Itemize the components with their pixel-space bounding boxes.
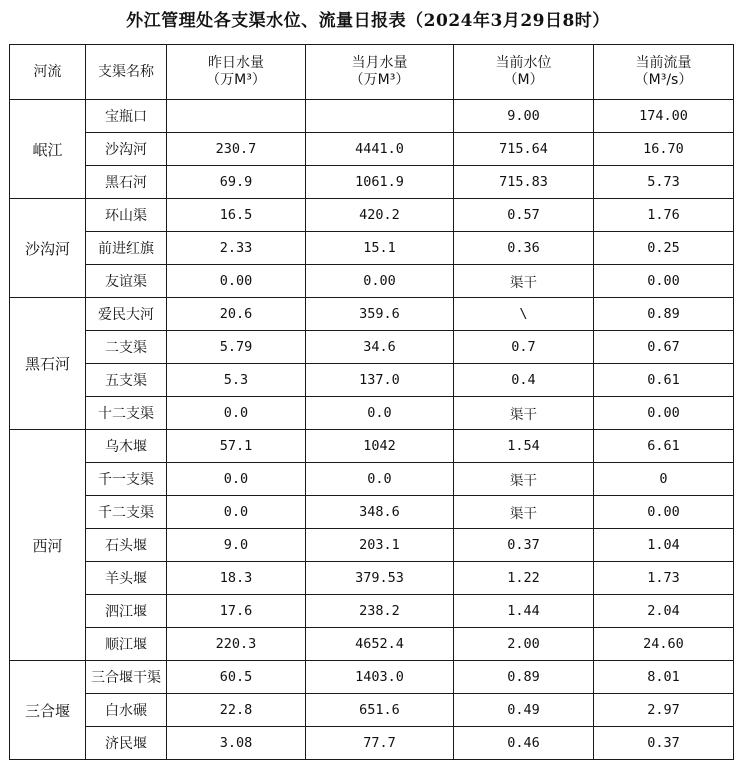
yesterday-cell: 0.0 — [167, 463, 306, 496]
flow-cell: 0.89 — [594, 298, 734, 331]
yesterday-cell: 69.9 — [167, 166, 306, 199]
table-row — [10, 232, 734, 265]
month-cell: 137.0 — [306, 364, 454, 397]
table-row — [10, 694, 734, 727]
header-flow — [594, 45, 734, 100]
yesterday-cell: 5.79 — [167, 331, 306, 364]
yesterday-cell: 0.00 — [167, 265, 306, 298]
level-cell: 渠干 — [454, 397, 594, 430]
name-cell: 羊头堰 — [86, 562, 167, 595]
name-cell: 前进红旗 — [86, 232, 167, 265]
month-cell — [306, 100, 454, 133]
river-cell: 三合堰 — [10, 661, 86, 760]
header-yesterday-label: 昨日水量 — [208, 55, 264, 71]
table-row — [10, 430, 734, 463]
yesterday-cell — [167, 100, 306, 133]
table-row — [10, 331, 734, 364]
flow-cell: 0.00 — [594, 265, 734, 298]
header-month — [306, 45, 454, 100]
name-cell: 二支渠 — [86, 331, 167, 364]
header-row — [10, 45, 734, 100]
name-cell: 友谊渠 — [86, 265, 167, 298]
level-cell: 0.46 — [454, 727, 594, 760]
month-cell: 1403.0 — [306, 661, 454, 694]
yesterday-cell: 17.6 — [167, 595, 306, 628]
month-cell: 1061.9 — [306, 166, 454, 199]
header-yesterday-unit: （万M³） — [206, 72, 266, 88]
table-row — [10, 496, 734, 529]
name-cell: 爱民大河 — [86, 298, 167, 331]
river-cell: 岷江 — [10, 100, 86, 199]
flow-cell: 5.73 — [594, 166, 734, 199]
report-table — [9, 44, 734, 760]
table-row — [10, 298, 734, 331]
level-cell: 1.44 — [454, 595, 594, 628]
header-level — [454, 45, 594, 100]
river-cell: 西河 — [10, 430, 86, 661]
name-cell: 十二支渠 — [86, 397, 167, 430]
flow-cell: 0.00 — [594, 397, 734, 430]
month-cell: 15.1 — [306, 232, 454, 265]
table-row — [10, 562, 734, 595]
river-cell: 沙沟河 — [10, 199, 86, 298]
yesterday-cell: 0.0 — [167, 496, 306, 529]
level-cell: 0.49 — [454, 694, 594, 727]
level-cell: 0.37 — [454, 529, 594, 562]
name-cell: 泗江堰 — [86, 595, 167, 628]
month-cell: 0.00 — [306, 265, 454, 298]
yesterday-cell: 16.5 — [167, 199, 306, 232]
month-cell: 379.53 — [306, 562, 454, 595]
header-month-label: 当月水量 — [351, 55, 408, 71]
flow-cell: 174.00 — [594, 100, 734, 133]
name-cell: 济民堰 — [86, 727, 167, 760]
yesterday-cell: 220.3 — [167, 628, 306, 661]
level-cell: 0.36 — [454, 232, 594, 265]
month-cell: 203.1 — [306, 529, 454, 562]
name-cell: 千二支渠 — [86, 496, 167, 529]
name-cell: 黑石河 — [86, 166, 167, 199]
level-cell: 0.57 — [454, 199, 594, 232]
flow-cell: 0.61 — [594, 364, 734, 397]
level-cell: 0.7 — [454, 331, 594, 364]
table-row — [10, 661, 734, 694]
table-row — [10, 595, 734, 628]
name-cell: 沙沟河 — [86, 133, 167, 166]
header-month-unit: （万M³） — [349, 72, 410, 88]
name-cell: 五支渠 — [86, 364, 167, 397]
table-row — [10, 265, 734, 298]
flow-cell: 1.04 — [594, 529, 734, 562]
table-row — [10, 199, 734, 232]
name-cell: 白水碾 — [86, 694, 167, 727]
month-cell: 651.6 — [306, 694, 454, 727]
flow-cell: 0.37 — [594, 727, 734, 760]
flow-cell: 6.61 — [594, 430, 734, 463]
flow-cell: 0.00 — [594, 496, 734, 529]
month-cell: 34.6 — [306, 331, 454, 364]
header-level-label: 当前水位 — [495, 55, 552, 71]
flow-cell: 0 — [594, 463, 734, 496]
level-cell: 1.54 — [454, 430, 594, 463]
table-row — [10, 133, 734, 166]
flow-cell: 2.97 — [594, 694, 734, 727]
header-name: 支渠名称 — [86, 45, 167, 100]
month-cell: 1042 — [306, 430, 454, 463]
month-cell: 4441.0 — [306, 133, 454, 166]
yesterday-cell: 2.33 — [167, 232, 306, 265]
level-cell: 2.00 — [454, 628, 594, 661]
flow-cell: 16.70 — [594, 133, 734, 166]
level-cell: \ — [454, 298, 594, 331]
table-row — [10, 463, 734, 496]
level-cell: 9.00 — [454, 100, 594, 133]
level-cell: 715.83 — [454, 166, 594, 199]
month-cell: 238.2 — [306, 595, 454, 628]
flow-cell: 1.73 — [594, 562, 734, 595]
month-cell: 77.7 — [306, 727, 454, 760]
yesterday-cell: 3.08 — [167, 727, 306, 760]
header-flow-unit: （M³/s） — [634, 72, 693, 88]
yesterday-cell: 230.7 — [167, 133, 306, 166]
name-cell: 宝瓶口 — [86, 100, 167, 133]
name-cell: 三合堰干渠 — [86, 661, 167, 694]
month-cell: 0.0 — [306, 397, 454, 430]
table-row — [10, 628, 734, 661]
name-cell: 千一支渠 — [86, 463, 167, 496]
name-cell: 乌木堰 — [86, 430, 167, 463]
river-cell: 黑石河 — [10, 298, 86, 430]
month-cell: 348.6 — [306, 496, 454, 529]
table-row — [10, 100, 734, 133]
header-level-unit: （M） — [503, 72, 544, 88]
table-row — [10, 364, 734, 397]
header-flow-label: 当前流量 — [635, 55, 692, 71]
month-cell: 4652.4 — [306, 628, 454, 661]
yesterday-cell: 22.8 — [167, 694, 306, 727]
level-cell: 渠干 — [454, 496, 594, 529]
name-cell: 顺江堰 — [86, 628, 167, 661]
report-title: 外江管理处各支渠水位、流量日报表（2024年3月29日8时） — [126, 11, 610, 31]
month-cell: 420.2 — [306, 199, 454, 232]
name-cell: 环山渠 — [86, 199, 167, 232]
yesterday-cell: 57.1 — [167, 430, 306, 463]
yesterday-cell: 5.3 — [167, 364, 306, 397]
level-cell: 715.64 — [454, 133, 594, 166]
flow-cell: 8.01 — [594, 661, 734, 694]
flow-cell: 0.67 — [594, 331, 734, 364]
level-cell: 1.22 — [454, 562, 594, 595]
level-cell: 0.4 — [454, 364, 594, 397]
table-row — [10, 397, 734, 430]
yesterday-cell: 20.6 — [167, 298, 306, 331]
yesterday-cell: 0.0 — [167, 397, 306, 430]
flow-cell: 2.04 — [594, 595, 734, 628]
table-row — [10, 727, 734, 760]
header-river: 河流 — [10, 45, 86, 100]
yesterday-cell: 9.0 — [167, 529, 306, 562]
yesterday-cell: 18.3 — [167, 562, 306, 595]
flow-cell: 1.76 — [594, 199, 734, 232]
table-row — [10, 166, 734, 199]
report-body — [10, 100, 734, 760]
name-cell: 石头堰 — [86, 529, 167, 562]
level-cell: 渠干 — [454, 265, 594, 298]
month-cell: 0.0 — [306, 463, 454, 496]
level-cell: 渠干 — [454, 463, 594, 496]
flow-cell: 0.25 — [594, 232, 734, 265]
table-row — [10, 529, 734, 562]
yesterday-cell: 60.5 — [167, 661, 306, 694]
level-cell: 0.89 — [454, 661, 594, 694]
header-yesterday — [167, 45, 306, 100]
flow-cell: 24.60 — [594, 628, 734, 661]
month-cell: 359.6 — [306, 298, 454, 331]
